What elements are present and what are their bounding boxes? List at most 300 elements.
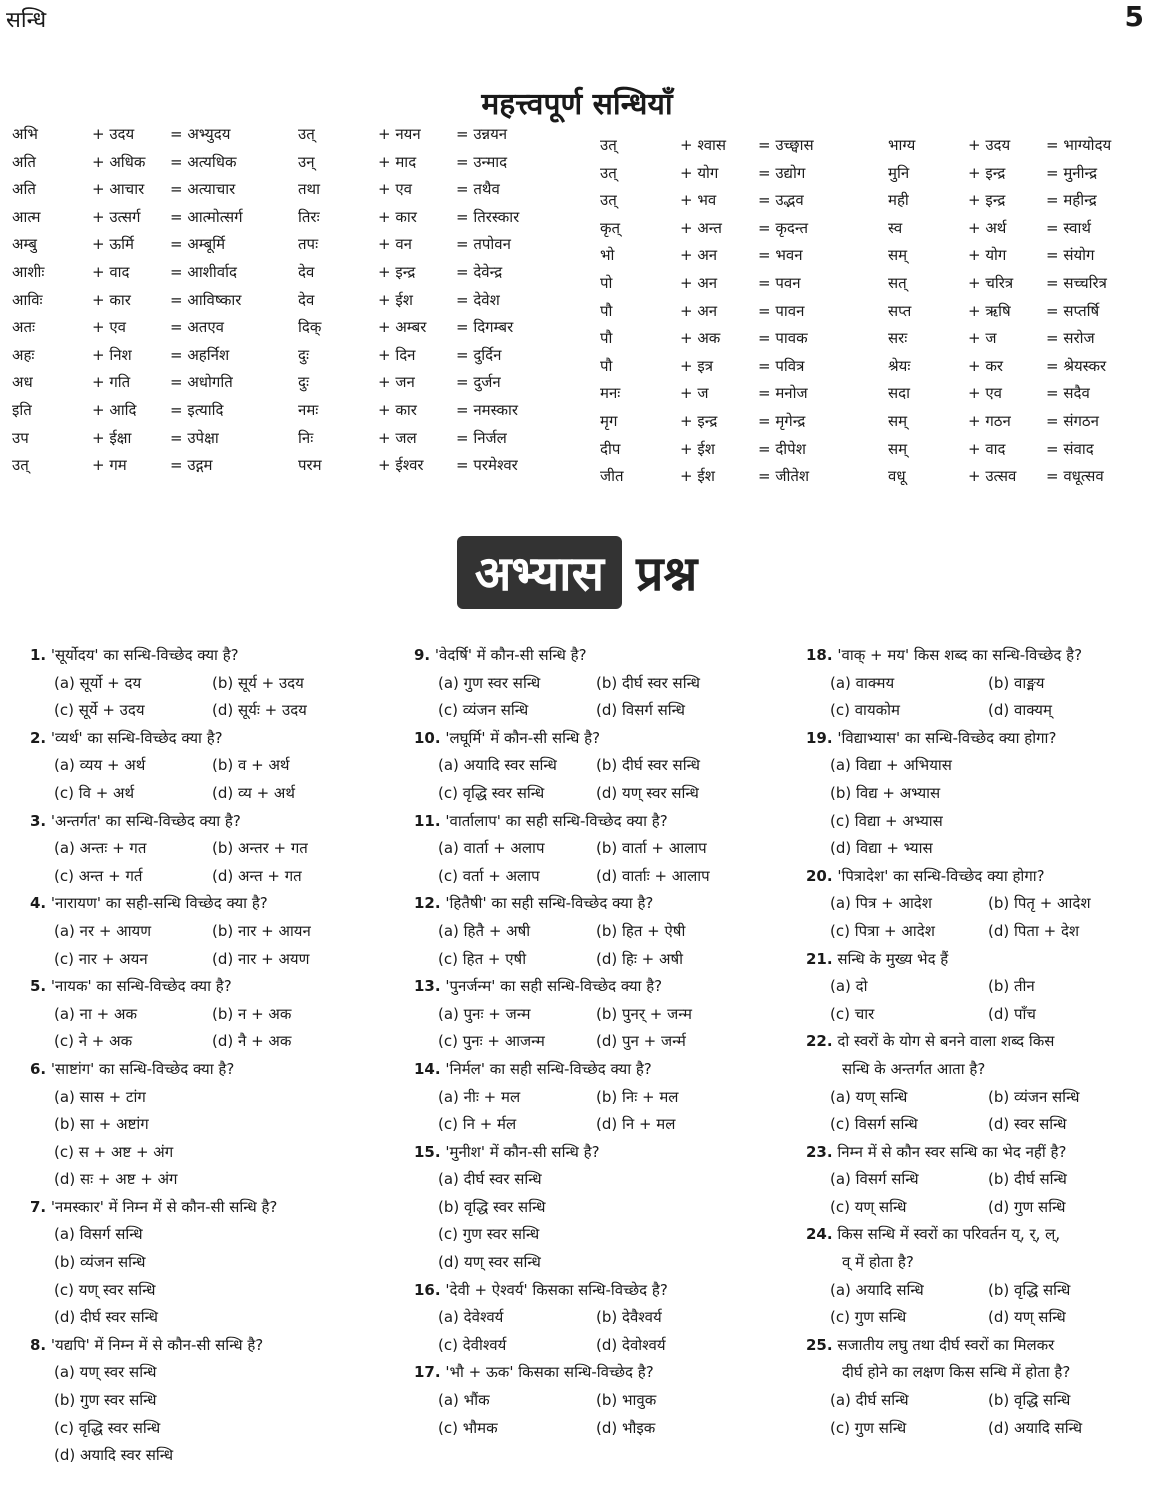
sandhi-result: = अधोगति (170, 373, 233, 392)
option-row (414, 863, 789, 891)
question-text-continued: सन्धि के अन्तर्गत आता है? (842, 1059, 986, 1078)
sandhi-result: = संयोग (1046, 246, 1095, 265)
sandhi-word: अति (12, 180, 36, 199)
exercise-banner (0, 536, 1154, 609)
sandhi-word: अम्बु (12, 235, 37, 254)
question-line (30, 808, 380, 836)
sandhi-word: अतः (12, 318, 36, 337)
sandhi-addend: + अन्त (680, 218, 722, 237)
question-number: 21. (806, 949, 833, 968)
sandhi-addend: + जन (378, 373, 415, 392)
sandhi-result: = मनोज (758, 384, 808, 403)
question-25 (806, 1332, 1152, 1442)
sandhi-addend: + योग (968, 246, 1007, 265)
sandhi-result: = पावक (758, 329, 808, 348)
option: (d) पाँच (988, 1004, 1036, 1023)
sandhi-word: दिक् (298, 318, 322, 337)
sandhi-addend: + इन्द्र (968, 163, 1006, 182)
exercise-title-boxed: अभ्यास (457, 536, 622, 609)
option: (b) हित + ऐषी (596, 921, 686, 940)
sandhi-row (12, 234, 282, 262)
sandhi-row (600, 218, 870, 246)
sandhi-result: = स्वार्थ (1046, 218, 1091, 237)
option-row (806, 697, 1152, 725)
option: (d) वार्ताः + आलाप (596, 866, 710, 885)
option-row (30, 1028, 380, 1056)
option: (b) दीर्घ स्वर सन्धि (596, 756, 700, 775)
option-row (806, 1277, 1152, 1305)
sandhi-row (888, 356, 1150, 384)
sandhi-word: स्व (888, 218, 903, 237)
sandhi-result: = भाग्योदय (1046, 136, 1112, 154)
option-row (414, 918, 789, 946)
option: (c) चार (830, 1004, 875, 1023)
sandhi-row (12, 262, 282, 290)
sandhi-addend: + ऋषि (968, 301, 1011, 320)
sandhi-addend: + श्वास (680, 136, 727, 154)
sandhi-word: तथा (298, 180, 321, 199)
option: (d) भौइक (596, 1418, 656, 1437)
option: (a) वार्ता + अलाप (438, 839, 545, 858)
sandhi-row (12, 372, 282, 400)
sandhi-addend: + एव (968, 384, 1002, 403)
question-line (806, 1028, 1152, 1056)
option: (c) देवीश्वर्य (438, 1335, 507, 1354)
sandhi-row (298, 372, 568, 400)
option: (b) विद्य + अभ्यास (830, 783, 941, 802)
option: (c) गुण सन्धि (830, 1418, 907, 1437)
question-line (806, 946, 1152, 974)
option: (d) विद्या + भ्यास (830, 839, 933, 858)
sandhi-row (888, 218, 1150, 246)
sandhi-row (12, 317, 282, 345)
sandhi-result: = अतएव (170, 318, 224, 337)
sandhi-column-2 (298, 124, 568, 483)
option: (b) दीर्घ स्वर सन्धि (596, 673, 700, 692)
option: (c) वि + अर्थ (54, 783, 135, 802)
sandhi-addend: + उत्सव (968, 467, 1017, 486)
question-9 (414, 642, 789, 725)
sandhi-word: सरः (888, 329, 908, 348)
question-text: 'व्यर्थ' का सन्धि-विच्छेद क्या है? (50, 728, 223, 747)
sandhi-result: = मृगेन्द्र (758, 411, 806, 430)
question-number: 15. (414, 1142, 441, 1161)
option: (d) अयादि सन्धि (988, 1418, 1083, 1437)
sandhi-word: पौ (600, 301, 613, 320)
option: (a) व्यय + अर्थ (54, 756, 146, 775)
option: (a) पुनः + जन्म (438, 1004, 531, 1023)
question-7 (30, 1194, 380, 1332)
option: (d) स्वर सन्धि (988, 1115, 1067, 1134)
option: (d) पुन + जर्न्म (596, 1032, 686, 1051)
sandhi-addend: + उदय (968, 136, 1011, 154)
sandhi-result: = श्रेयस्कर (1046, 356, 1107, 375)
question-number: 7. (30, 1197, 47, 1216)
option-row (806, 1415, 1152, 1443)
sandhi-row (888, 383, 1150, 411)
sandhi-result: = आविष्कार (170, 290, 242, 309)
option: (b) गुण स्वर सन्धि (54, 1391, 157, 1410)
sandhi-row (12, 152, 282, 180)
question-text: 'लघूर्मि' में कौन-सी सन्धि है? (445, 728, 601, 747)
sandhi-result: = भवन (758, 246, 803, 265)
sandhi-addend: + अक (680, 329, 721, 348)
option-row (806, 1304, 1152, 1332)
sandhi-row (888, 273, 1150, 301)
option: (b) व्यंजन सन्धि (54, 1253, 146, 1272)
sandhi-word: सम् (888, 246, 908, 265)
sandhi-addend: + ईश्वर (378, 456, 424, 475)
question-line (414, 725, 789, 753)
sandhi-word: मुनि (888, 163, 910, 182)
question-13 (414, 973, 789, 1056)
sandhi-row (298, 262, 568, 290)
question-number: 19. (806, 728, 833, 747)
option: (a) देवेश्वर्य (438, 1308, 504, 1327)
question-line (806, 1221, 1152, 1249)
sandhi-result: = उद्भव (758, 191, 804, 210)
sandhi-addend: + अर्थ (968, 218, 1007, 237)
sandhi-result: = देवेन्द्र (456, 262, 503, 281)
option-row (414, 1387, 789, 1415)
question-line (414, 890, 789, 918)
sandhi-word: तपः (298, 235, 319, 254)
option: (b) वाङ्मय (988, 673, 1045, 692)
sandhi-result: = वधूत्सव (1046, 467, 1104, 486)
sandhi-result: = कृदन्त (758, 218, 808, 237)
sandhi-addend: + इत्र (680, 356, 713, 375)
question-line (806, 1139, 1152, 1167)
questions-column-2 (414, 642, 789, 1442)
sandhi-result: = महीन्द्र (1046, 191, 1097, 210)
option: (d) दीर्घ स्वर सन्धि (54, 1308, 158, 1327)
sandhi-addend: + उत्सर्ग (92, 207, 141, 226)
option-row (414, 946, 789, 974)
questions-column-3 (806, 642, 1152, 1442)
question-3 (30, 808, 380, 891)
sandhi-row (298, 207, 568, 235)
sandhi-addend: + ईक्षा (92, 428, 132, 447)
question-text: 'यद्यपि' में निम्न में से कौन-सी सन्धि है? (50, 1335, 264, 1354)
sandhi-word: मनः (600, 384, 621, 403)
sandhi-addend: + योग (680, 163, 719, 182)
option: (c) नि + र्मल (438, 1115, 517, 1134)
question-line (414, 1277, 789, 1305)
sandhi-word: इति (12, 400, 32, 419)
sandhi-result: = दुर्जन (456, 373, 501, 392)
sandhi-addend: + अन (680, 301, 718, 320)
question-15 (414, 1139, 789, 1277)
question-number: 11. (414, 811, 441, 830)
sandhi-result: = संवाद (1046, 439, 1094, 458)
question-2 (30, 725, 380, 808)
question-text: 'भौ + ऊक' किसका सन्धि-विच्छेद है? (445, 1363, 654, 1382)
question-text: 'हितैषी' का सही सन्धि-विच्छेद क्या है? (445, 894, 654, 913)
sandhi-row (298, 290, 568, 318)
sandhi-word: सदा (888, 384, 910, 403)
option-row (30, 918, 380, 946)
question-text: दो स्वरों के योग से बनने वाला शब्द किस (837, 1032, 1055, 1051)
option: (c) पुनः + आजन्म (438, 1032, 545, 1051)
option: (b) वार्ता + आलाप (596, 839, 707, 858)
question-text: 'पित्रादेश' का सन्धि-विच्छेद क्या होगा? (837, 866, 1045, 885)
option-row (414, 1111, 789, 1139)
sandhi-row (888, 466, 1150, 494)
sandhi-result: = अहर्निश (170, 345, 230, 364)
question-number: 20. (806, 866, 833, 885)
sandhi-row (600, 301, 870, 329)
option: (b) नार + आयन (212, 921, 311, 940)
question-text: 'मुनीश' में कौन-सी सन्धि है? (445, 1142, 600, 1161)
question-number: 22. (806, 1032, 833, 1051)
question-number: 2. (30, 728, 47, 747)
sandhi-word: सम् (888, 439, 908, 458)
question-11 (414, 808, 789, 891)
sandhi-result: = अत्यधिक (170, 152, 237, 171)
sandhi-addend: + ईश (680, 467, 715, 486)
option: (c) पित्रा + आदेश (830, 921, 935, 940)
option: (a) सास + टांग (54, 1087, 146, 1106)
option: (b) व + अर्थ (212, 756, 290, 775)
option: (b) अन्तर + गत (212, 839, 308, 858)
sandhi-word: मृग (600, 411, 618, 430)
sandhi-row (888, 411, 1150, 439)
sandhi-row (298, 179, 568, 207)
sandhi-row (600, 273, 870, 301)
option-row (414, 697, 789, 725)
sandhi-word: कृत् (600, 218, 621, 237)
sandhi-addend: + निश (92, 345, 132, 364)
sandhi-result: = आशीर्वाद (170, 262, 237, 281)
sandhi-word: वधू (888, 467, 906, 486)
question-18 (806, 642, 1152, 725)
question-number: 24. (806, 1225, 833, 1244)
sandhi-result: = निर्जल (456, 428, 507, 447)
option: (d) नै + अक (212, 1032, 292, 1051)
question-5 (30, 973, 380, 1056)
question-10 (414, 725, 789, 808)
sandhi-addend: + गति (92, 373, 131, 392)
sandhi-word: नमः (298, 400, 319, 419)
option: (d) व्य + अर्थ (212, 783, 295, 802)
option-row (414, 1001, 789, 1029)
sandhi-addend: + दिन (378, 345, 416, 364)
sandhi-result: = उच्छ्वास (758, 136, 814, 154)
question-24 (806, 1221, 1152, 1331)
option-row (806, 1001, 1152, 1029)
sandhi-addend: + इन्द्र (968, 191, 1006, 210)
sandhi-row (600, 163, 870, 191)
question-23 (806, 1139, 1152, 1222)
option-row (414, 670, 789, 698)
question-line (806, 863, 1152, 891)
question-text: 'वाक् + मय' किस शब्द का सन्धि-विच्छेद है? (837, 646, 1083, 664)
sandhi-row (12, 455, 282, 483)
sandhi-word: भो (600, 246, 615, 265)
option: (a) हितै + अषी (438, 921, 531, 940)
question-number: 4. (30, 894, 47, 913)
sandhi-result: = नमस्कार (456, 400, 519, 419)
option: (c) गुण स्वर सन्धि (438, 1225, 540, 1244)
sandhi-word: दुः (298, 345, 309, 364)
question-text: 'नमस्कार' में निम्न में से कौन-सी सन्धि है? (50, 1197, 278, 1216)
question-text: 'अन्तर्गत' का सन्धि-विच्छेद क्या है? (50, 811, 241, 830)
question-text: 'वेदर्षि' में कौन-सी सन्धि है? (434, 646, 587, 664)
question-17 (414, 1359, 789, 1442)
option: (d) पिता + देश (988, 921, 1080, 940)
option: (a) अयादि सन्धि (830, 1280, 924, 1299)
question-text-continued: दीर्घ होने का लक्षण किस सन्धि में होता है? (842, 1363, 1071, 1382)
sandhi-word: देव (298, 262, 315, 281)
option: (b) व्यंजन सन्धि (988, 1087, 1080, 1106)
sandhi-word: उत् (298, 125, 315, 143)
sandhi-addend: + अधिक (92, 152, 146, 171)
option: (b) निः + मल (596, 1087, 679, 1106)
question-number: 12. (414, 894, 441, 913)
question-number: 16. (414, 1280, 441, 1299)
sandhi-result: = उद्गम (170, 456, 213, 475)
option: (b) तीन (988, 977, 1035, 996)
sandhi-row (600, 245, 870, 273)
sandhi-addend: + कर (968, 356, 1003, 375)
option-row (30, 1001, 380, 1029)
question-line (30, 890, 380, 918)
question-text: सजातीय लघु तथा दीर्घ स्वरों का मिलकर (837, 1335, 1055, 1354)
sandhi-word: अति (12, 152, 36, 171)
option-row (806, 890, 1152, 918)
sandhi-addend: + गम (92, 456, 127, 475)
sandhi-result: = सच्चरित्र (1046, 273, 1107, 292)
sandhi-word: आशीः (12, 262, 45, 281)
question-line (414, 808, 789, 836)
sandhi-result: = उन्माद (456, 152, 508, 171)
sandhi-result: = देवेश (456, 290, 500, 309)
sandhi-addend: + कार (378, 400, 417, 419)
question-text: 'नायक' का सन्धि-विच्छेद क्या है? (50, 977, 232, 996)
option: (b) सा + अष्टांग (54, 1115, 149, 1134)
question-text: 'विद्याभ्यास' का सन्धि-विच्छेद क्या होगा? (837, 728, 1057, 747)
sandhi-addend: + अन (680, 273, 718, 292)
sandhi-word: उत् (12, 456, 29, 475)
question-20 (806, 863, 1152, 946)
sandhi-addend: + कार (92, 290, 131, 309)
sandhi-addend: + वाद (968, 439, 1006, 458)
option: (d) नि + मल (596, 1115, 676, 1134)
option: (c) वृद्धि स्वर सन्धि (438, 783, 545, 802)
question-text: 'साष्टांग' का सन्धि-विच्छेद क्या है? (50, 1059, 235, 1078)
sandhi-row (888, 301, 1150, 329)
sandhi-word: अहः (12, 345, 35, 364)
sandhi-row (298, 317, 568, 345)
sandhi-addend: + भव (680, 191, 717, 210)
sandhi-column-3 (600, 135, 870, 494)
running-header: सन्धि (6, 8, 47, 33)
question-text: 'पुनर्जन्म' का सही सन्धि-विच्छेद क्या है? (445, 977, 663, 996)
option: (c) ने + अक (54, 1032, 133, 1051)
sandhi-row (12, 290, 282, 318)
sandhi-word: उत् (600, 136, 617, 154)
option: (c) वायकोम (830, 701, 901, 720)
option: (d) यण् स्वर सन्धि (596, 783, 699, 802)
question-line (806, 642, 1152, 670)
sandhi-row (888, 328, 1150, 356)
option-row (30, 863, 380, 891)
question-6 (30, 1056, 380, 1194)
sandhi-result: = अम्बूर्मि (170, 235, 226, 254)
sandhi-row (12, 345, 282, 373)
option: (c) गुण सन्धि (830, 1308, 907, 1327)
sandhi-result: = उद्योग (758, 163, 806, 182)
question-text: किस सन्धि में स्वरों का परिवर्तन य्, र्, ल्, (837, 1225, 1061, 1244)
option: (a) दीर्घ सन्धि (830, 1391, 909, 1410)
question-line (414, 642, 789, 670)
sandhi-result: = दिगम्बर (456, 318, 514, 337)
option-row (806, 1387, 1152, 1415)
option: (c) यण् सन्धि (830, 1197, 907, 1216)
sandhi-word: उन् (298, 152, 315, 171)
sandhi-word: सप्त (888, 301, 912, 320)
option: (c) सूर्ये + उदय (54, 701, 145, 720)
option: (d) विसर्ग सन्धि (596, 701, 685, 720)
option: (d) सूर्यः + उदय (212, 701, 307, 720)
question-22 (806, 1028, 1152, 1138)
sandhi-word: अध (12, 373, 33, 392)
option: (b) वृद्धि सन्धि (988, 1280, 1071, 1299)
option-row (414, 835, 789, 863)
question-line (30, 1332, 380, 1360)
option: (c) अन्त + गर्त (54, 866, 143, 885)
option: (d) नार + अयण (212, 949, 310, 968)
sandhi-addend: + चरित्र (968, 273, 1014, 292)
sandhi-word: पौ (600, 356, 613, 375)
option: (b) पितृ + आदेश (988, 894, 1091, 913)
sandhi-row (600, 328, 870, 356)
sandhi-row (888, 245, 1150, 273)
sandhi-word: आविः (12, 290, 43, 309)
sandhi-row (298, 400, 568, 428)
sandhi-word: उत् (600, 163, 617, 182)
page-number: 5 (1124, 0, 1144, 33)
sandhi-row (298, 234, 568, 262)
sandhi-row (888, 135, 1150, 163)
option-row (806, 670, 1152, 698)
question-line (30, 725, 380, 753)
option: (b) देवैश्वर्य (596, 1308, 662, 1327)
sandhi-addend: + अम्बर (378, 318, 427, 337)
question-number: 8. (30, 1335, 47, 1354)
sandhi-result: = सप्तर्षि (1046, 301, 1100, 320)
question-line (806, 725, 1152, 753)
option: (c) वर्ता + अलाप (438, 866, 540, 885)
sandhi-addend: + आदि (92, 400, 137, 419)
sandhi-word: अभि (12, 125, 38, 143)
question-number: 23. (806, 1142, 833, 1161)
sandhi-result: = सरोज (1046, 329, 1095, 348)
question-number: 10. (414, 728, 441, 747)
option: (c) वृद्धि स्वर सन्धि (54, 1418, 161, 1437)
questions-column-1 (30, 642, 380, 1470)
question-number: 17. (414, 1363, 441, 1382)
sandhi-addend: + जल (378, 428, 417, 447)
option: (c) यण् स्वर सन्धि (54, 1280, 156, 1299)
option: (b) न + अक (212, 1004, 292, 1023)
option: (a) दो (830, 977, 868, 996)
option: (a) विसर्ग सन्धि (830, 1170, 919, 1189)
sandhi-row (600, 466, 870, 494)
question-number: 14. (414, 1059, 441, 1078)
question-number: 6. (30, 1059, 47, 1078)
option: (a) विद्या + अभियास (830, 756, 952, 775)
